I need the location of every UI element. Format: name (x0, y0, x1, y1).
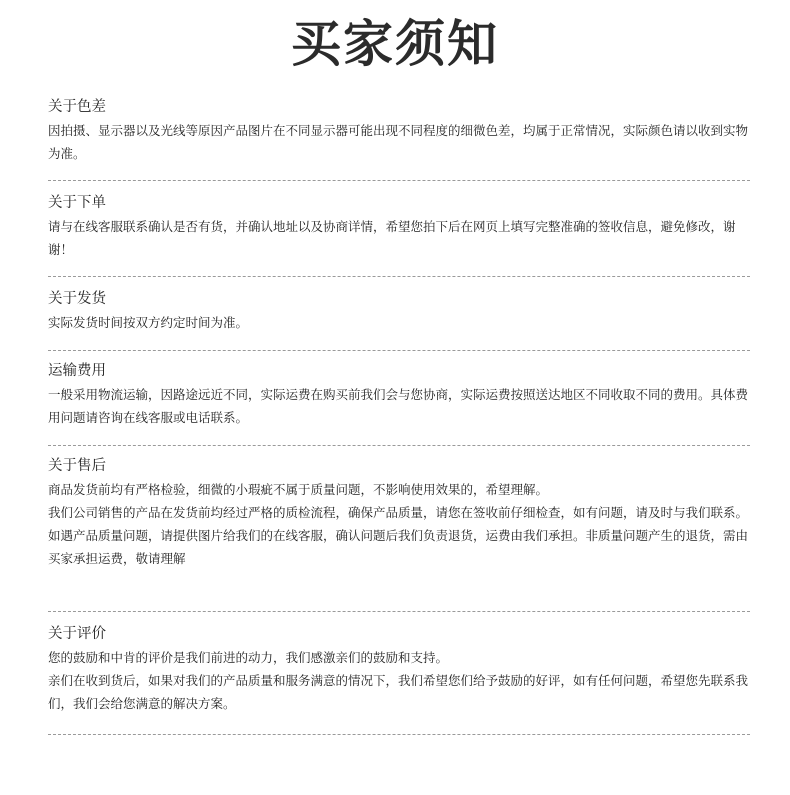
section-divider (48, 276, 750, 277)
section-ordering (48, 193, 751, 261)
section-paragraph: 您的鼓励和中肯的评价是我们前进的动力，我们感激亲们的鼓励和支持。 (48, 650, 449, 665)
section-paragraph: 因拍摄、显示器以及光线等原因产品图片在不同显示器可能出现不同程度的细微色差，均属于正常情况，实际颜色请以收到实物为准。 (48, 123, 749, 161)
section-paragraph: 我们公司销售的产品在发货前均经过严格的质检流程，确保产品质量，请您在签收前仔细检查，如有问题，请及时与我们联系。 (48, 505, 749, 520)
section-divider (48, 734, 750, 735)
section-color-difference (48, 97, 751, 165)
section-shipping (48, 289, 751, 334)
section-heading: 关于色差 (48, 99, 106, 115)
section-reviews (48, 624, 751, 715)
section-heading: 关于售后 (48, 458, 106, 474)
section-paragraph: 如遇产品质量问题，请提供图片给我们的在线客服，确认问题后我们负责退货，运费由我们承担。非质量问题产生的退货，需由买家承担运费，敬请理解 (48, 528, 749, 566)
section-heading: 关于下单 (48, 195, 106, 211)
section-paragraph: 一般采用物流运输，因路途远近不同，实际运费在购买前我们会与您协商，实际运费按照送达地区不同收取不同的费用。具体费用问题请咨询在线客服或电话联系。 (48, 387, 749, 425)
section-heading: 关于评价 (48, 626, 106, 642)
section-freight (48, 361, 751, 429)
section-paragraph: 请与在线客服联系确认是否有货，并确认地址以及协商详情，希望您拍下后在网页上填写完整准确的签收信息，避免修改，谢谢！ (48, 219, 736, 257)
section-paragraph: 亲们在收到货后，如果对我们的产品质量和服务满意的情况下，我们希望您们给予鼓励的好评，如有任何问题，希望您先联系我们，我们会给您满意的解决方案。 (48, 673, 749, 711)
section-divider (48, 180, 750, 181)
section-divider (48, 445, 750, 446)
section-paragraph: 商品发货前均有严格检验，细微的小瑕疵不属于质量问题，不影响使用效果的，希望理解。 (48, 482, 549, 497)
section-divider (48, 611, 750, 612)
section-divider (48, 350, 750, 351)
section-after-sales (48, 456, 751, 570)
section-paragraph: 实际发货时间按双方约定时间为准。 (48, 315, 249, 330)
page-title: 买家须知 (291, 15, 499, 73)
section-heading: 关于发货 (48, 291, 106, 307)
section-heading: 运输费用 (48, 363, 106, 379)
